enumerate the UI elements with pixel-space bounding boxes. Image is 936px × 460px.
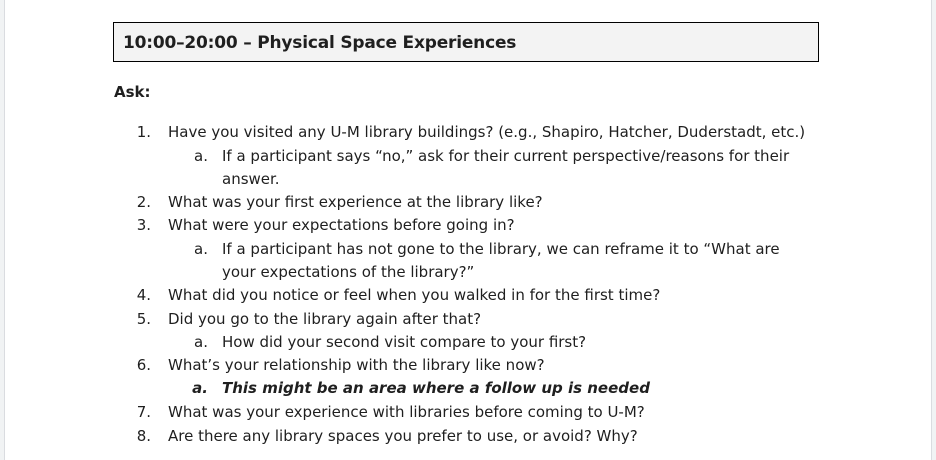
- list-item-text: What did you notice or feel when you walked in for the first time?: [168, 286, 661, 304]
- list-item-text: Did you go to the library again after that?: [168, 310, 482, 328]
- list-item-text: If a participant says “no,” ask for their current perspective/reasons for their: [222, 147, 790, 165]
- list-item-marker: 5.: [136, 310, 151, 328]
- list-item-marker: 8.: [136, 427, 151, 445]
- list-item-text: What were your expectations before going in?: [168, 216, 515, 234]
- list-item-marker: a.: [194, 240, 208, 258]
- list-item-text: What was your first experience at the library like?: [168, 193, 543, 211]
- list-item-marker: 6.: [136, 356, 151, 374]
- section-title: 10:00–20:00 – Physical Space Experiences: [123, 33, 517, 53]
- list-item-text: If a participant has not gone to the library, we can reframe it to “What are: [222, 240, 780, 258]
- list-item-marker: 1.: [136, 123, 151, 141]
- list-item-marker: 7.: [136, 403, 151, 421]
- document-page: [4, 0, 932, 460]
- list-item-text: What’s your relationship with the library like now?: [168, 356, 545, 374]
- list-item-text: How did your second visit compare to your first?: [222, 333, 587, 351]
- list-item-text: This might be an area where a follow up is needed: [222, 379, 650, 397]
- list-item-text: your expectations of the library?”: [222, 263, 475, 281]
- list-item-marker: a.: [192, 379, 208, 397]
- list-item-marker: a.: [194, 333, 208, 351]
- list-item-text: Have you visited any U-M library buildings? (e.g., Shapiro, Hatcher, Duderstadt, etc.): [168, 123, 806, 141]
- ask-label: Ask:: [114, 83, 151, 101]
- list-item-text: answer.: [222, 170, 280, 188]
- list-item-marker: 3.: [136, 216, 151, 234]
- list-item-marker: a.: [194, 147, 208, 165]
- list-item-text: Are there any library spaces you prefer to use, or avoid? Why?: [168, 427, 638, 445]
- section-heading-box: [113, 22, 819, 62]
- list-item-marker: 4.: [136, 286, 151, 304]
- list-item-text: What was your experience with libraries before coming to U-M?: [168, 403, 645, 421]
- list-item-marker: 2.: [136, 193, 151, 211]
